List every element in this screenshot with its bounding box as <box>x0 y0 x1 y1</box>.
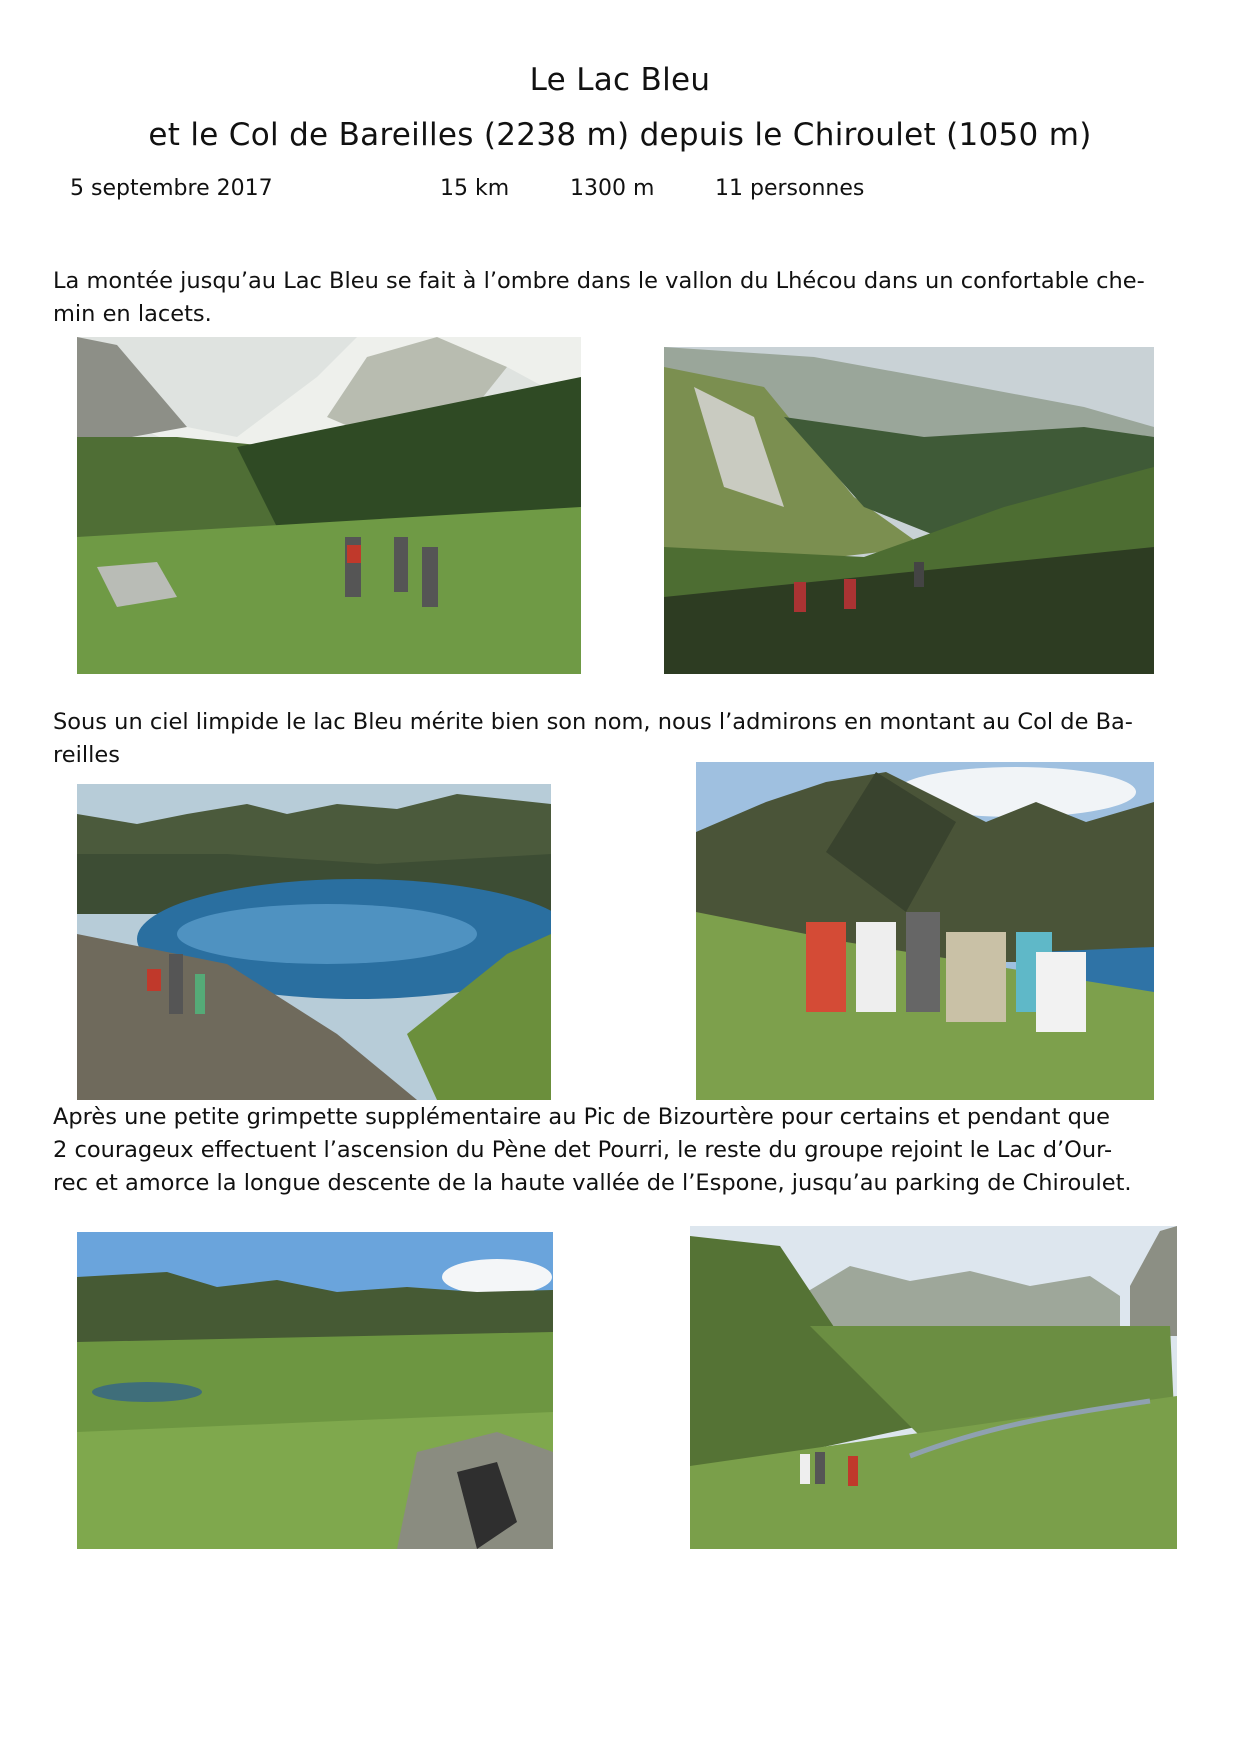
text-line: Après une petite grimpette supplémentaire au Pic de Bizourtère pour certains et pendant que <box>53 1104 1110 1130</box>
photo-hikers-valley-trail <box>664 347 1154 674</box>
hike-elevation: 1300 m <box>570 176 655 201</box>
hike-date: 5 septembre 2017 <box>70 176 273 201</box>
photo-hikers-forest-path <box>77 337 581 674</box>
section-1-text <box>53 265 1183 331</box>
text-line: min en lacets. <box>53 301 212 327</box>
text-line: 2 courageux effectuent l’ascension du Pène det Pourri, le reste du groupe rejoint le Lac d’Our- <box>53 1137 1113 1163</box>
photo-espone-valley-descent <box>690 1226 1177 1549</box>
photo-lac-bleu <box>77 784 551 1100</box>
hike-participants: 11 personnes <box>715 176 865 201</box>
text-line: rec et amorce la longue descente de la haute vallée de l’Espone, jusqu’au parking de Chiroulet. <box>53 1170 1132 1196</box>
text-line: La montée jusqu’au Lac Bleu se fait à l’ombre dans le vallon du Lhécou dans un confortable che- <box>53 268 1145 294</box>
text-line: Sous un ciel limpide le lac Bleu mérite bien son nom, nous l’admirons en montant au Col de Ba- <box>53 709 1133 735</box>
hike-distance: 15 km <box>440 176 510 201</box>
photo-group-portrait <box>696 762 1154 1100</box>
section-3-text <box>53 1101 1183 1200</box>
text-line: reilles <box>53 742 120 768</box>
photo-lac-ourrec-pasture <box>77 1232 553 1549</box>
page-title: Le Lac Bleu <box>529 62 711 98</box>
page-subtitle: et le Col de Bareilles (2238 m) depuis le Chiroulet (1050 m) <box>148 117 1092 153</box>
